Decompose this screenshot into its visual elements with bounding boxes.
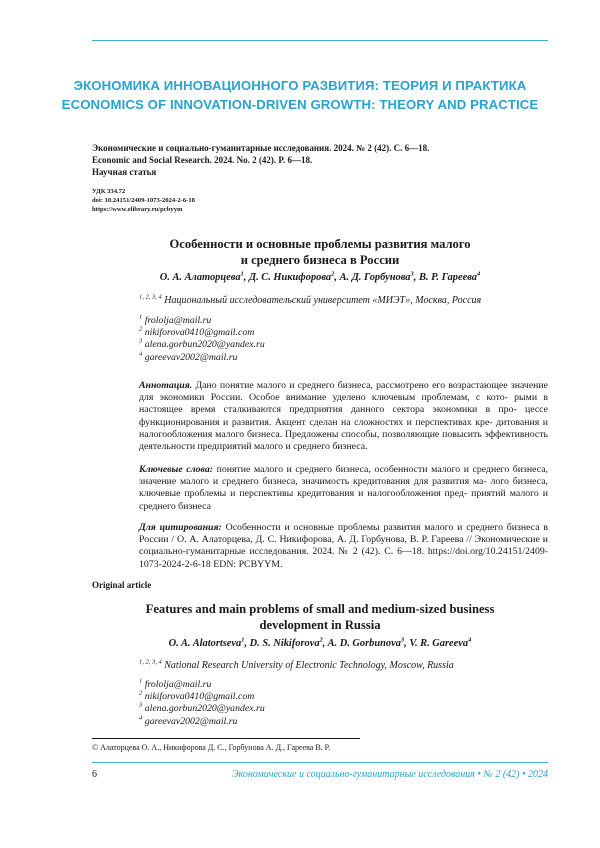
author-name: А. Д. Горбунова	[339, 272, 411, 283]
affiliation-text: Национальный исследовательский университет «МИЭТ», Москва, Россия	[164, 295, 482, 306]
email-sup: 1	[139, 677, 143, 685]
author-name: В. Р. Гареева	[418, 272, 477, 283]
citation-en: Economic and Social Research. 2024. No. 2 (42). P. 6—18.	[92, 155, 313, 165]
author-name: D. S. Nikiforova	[249, 638, 320, 649]
email-row	[139, 339, 265, 351]
email-sup: 2	[139, 325, 143, 333]
copyright: © Алаторцева О. А., Никифорова Д. С., Горбунова А. Д., Гареева В. Р.	[92, 743, 331, 752]
abstract-ru	[139, 380, 548, 453]
affiliation-sup: 1, 2, 3, 4	[139, 293, 162, 301]
email-row	[139, 703, 265, 715]
footer-rule	[92, 762, 548, 763]
affiliation-text: National Research University of Electronic Technology, Moscow, Russia	[164, 660, 454, 671]
author-name: Д. С. Никифорова	[248, 272, 332, 283]
email-link[interactable]: frololja@mail.ru	[142, 315, 212, 326]
article-type-en: Original article	[92, 580, 152, 590]
affiliation-sup: 1, 2, 3, 4	[139, 658, 162, 666]
abstract-label: Аннотация.	[139, 380, 193, 391]
authors-ru: О. А. Алаторцева$^1$, Д. С. Никифорова$^2$, А. Д. Горбунова$^3$, В. Р. Гареева$^4$	[159, 270, 481, 283]
email-sup: 3	[139, 338, 143, 346]
article-title-ru	[92, 236, 548, 268]
article-type-ru: Научная статья	[92, 167, 157, 177]
section-title-en: ECONOMICS OF INNOVATION-DRIVEN GROWTH: THEORY AND PRACTICE	[61, 97, 539, 112]
author-affiliation-sup: 3	[400, 636, 405, 644]
keywords-text: понятие малого и среднего бизнеса, особенности малого и среднего бизнеса, значение малого и среднего бизнеса, значимость кредитования для развития ма- лого бизнеса, ключевые проблемы и перспективы кредитования и налогообложения пред- приятий малого и среднего бизнеса	[139, 464, 548, 512]
title-en-line-1: Features and main problems of small and medium-sized business	[145, 602, 495, 616]
email-row	[139, 691, 265, 703]
email-link[interactable]: alena.gorbun2020@yandex.ru	[142, 703, 265, 715]
email-sup: 4	[139, 350, 143, 358]
email-link[interactable]: gareevav2002@mail.ru	[142, 715, 238, 727]
section-title-ru: ЭКОНОМИКА ИННОВАЦИОННОГО РАЗВИТИЯ: ТЕОРИЯ И ПРАКТИКА	[73, 78, 527, 93]
cite-ru	[139, 522, 548, 571]
email-link[interactable]: gareevav2002@mail.ru	[142, 351, 238, 363]
email-row	[139, 352, 265, 364]
author-name: A. D. Gorbunova	[327, 638, 401, 649]
page-number: 6	[92, 769, 97, 780]
email-sup: 3	[139, 702, 143, 710]
title-ru-line-1: Особенности и основные проблемы развития малого	[169, 237, 471, 251]
author-affiliation-sup: 4	[468, 636, 472, 644]
emails-ru	[139, 315, 265, 364]
author-affiliation-sup: 4	[477, 270, 481, 278]
abstract-text: Дано понятие малого и среднего бизнеса, рассмотрено его возрастающее значение для экономики России. Особое внимание уделено ключевым проблемам, с кото- рыми в настоящее время сталкиваются предприятия данного сектора экономики в про- цессе функционирования и развития. Акцент сделан на сложностях и перспективах кре- дитования и налогообложения малого бизнеса. Предложены способы, позволяющие повысить эффективность деятельности предприятий малого и среднего бизнеса.	[139, 380, 549, 453]
author-affiliation-sup: 2	[319, 636, 323, 644]
elibrary-url[interactable]: https://www.elibrary.ru/pcbyym	[92, 206, 183, 213]
author-name: О. А. Алаторцева	[159, 272, 241, 283]
keywords-ru	[139, 464, 548, 513]
citation-ru: Экономические и социально-гуманитарные исследования. 2024. № 2 (42). С. 6—18.	[92, 143, 430, 153]
email-sup: 1	[139, 313, 143, 321]
header-rule-top	[92, 40, 548, 41]
title-en-line-2: development in Russia	[259, 618, 381, 632]
email-row	[139, 716, 265, 728]
author-name: V. R. Gareeva	[409, 638, 469, 649]
emails-en	[139, 679, 265, 728]
email-sup: 2	[139, 689, 143, 697]
author-name: O. A. Alatortseva	[168, 638, 242, 649]
keywords-label: Ключевые слова:	[139, 464, 214, 475]
footer-journal: Экономические и социально-гуманитарные исследования • № 2 (42) • 2024	[232, 769, 548, 780]
udc: УДК 334.72	[92, 188, 126, 195]
author-affiliation-sup: 2	[331, 270, 335, 278]
cite-label: Для цитирования:	[139, 522, 222, 533]
article-title-en	[92, 601, 548, 633]
email-row	[139, 679, 265, 691]
affiliation-ru	[139, 295, 481, 306]
cite-text: Особенности и основные проблемы развития малого и среднего бизнеса в России / О. А. Алаторцева, Д. С. Никифорова, А. Д. Горбунова, В. Р. Гареева // Экономические и социально-гуманитарные исследования. 2024. № 2 (42). С. 6—18. https://doi.org/10.24151/2409-1073-2024-2-6-18 EDN: PCBYYM.	[139, 522, 549, 570]
authors-en: O. A. Alatortseva$^1$, D. S. Nikiforova$^2$, A. D. Gorbunova$^3$, V. R. Gareeva$^4$	[168, 636, 472, 649]
email-link[interactable]: nikiforova0410@gmail.com	[142, 691, 255, 703]
author-affiliation-sup: 1	[240, 270, 244, 278]
email-row	[139, 327, 265, 339]
doi: doi: 10.24151/2409-1073-2024-2-6-18	[92, 197, 195, 204]
author-affiliation-sup: 3	[410, 270, 414, 278]
author-affiliation-sup: 1	[241, 636, 245, 644]
email-sup: 4	[139, 714, 143, 722]
footnote-rule	[92, 738, 360, 739]
affiliation-en	[139, 660, 454, 671]
title-ru-line-2: и среднего бизнеса в России	[240, 253, 400, 267]
email-link[interactable]: alena.gorbun2020@yandex.ru	[142, 339, 265, 351]
email-link[interactable]: nikiforova0410@gmail.com	[142, 327, 255, 339]
email-row	[139, 315, 265, 327]
email-link[interactable]: frololja@mail.ru	[142, 679, 212, 690]
